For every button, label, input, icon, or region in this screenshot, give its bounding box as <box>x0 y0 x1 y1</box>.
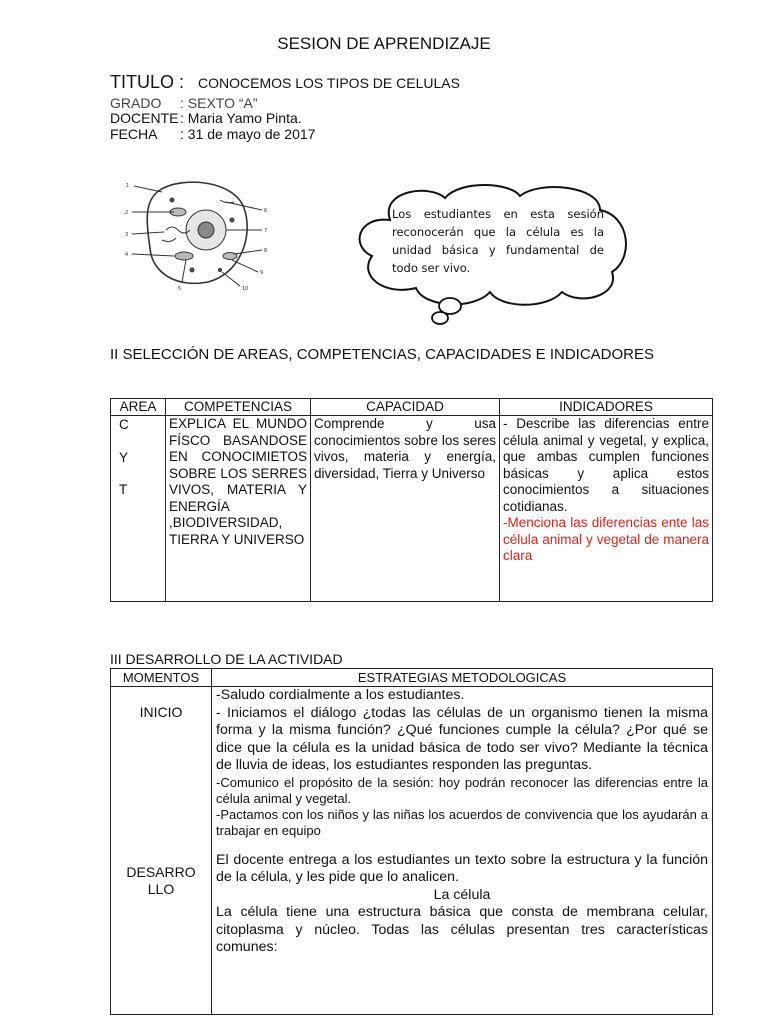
animal-cell-diagram <box>122 170 272 296</box>
grado-row <box>110 95 258 111</box>
grado-value: : SEXTO “A” <box>180 95 258 111</box>
diagram-label: 7 <box>264 228 268 234</box>
docente-label: DOCENTE <box>110 110 179 126</box>
docente-row <box>110 110 302 126</box>
titulo-label: TITULO : <box>110 72 185 92</box>
area-letter: Y <box>119 449 129 465</box>
table-row <box>111 687 713 1015</box>
inicio-text-4: -Pactamos con los niños y las niñas los acuerdos de convivencia que los ayudarán a trabajar en equipo <box>216 806 708 838</box>
table-header-row <box>111 669 713 687</box>
momentos-cell <box>111 687 212 1015</box>
capacidad-cell: Comprende y usa conocimientos sobre los seres vivos, materia y energía, diversidad, Tierra y Universo <box>311 416 500 602</box>
table-header-row <box>111 399 713 416</box>
estrategias-cell <box>212 687 713 1015</box>
section-2-title: II SELECCIÓN DE AREAS, COMPETENCIAS, CAPACIDADES E INDICADORES <box>110 346 655 363</box>
inicio-text-1: -Saludo cordialmente a los estudiantes. <box>216 687 465 703</box>
fecha-value: : 31 de mayo de 2017 <box>180 126 316 142</box>
area-letter: T <box>119 482 128 497</box>
diagram-label: 4 <box>125 252 129 258</box>
desarrollo-label-1: DESARRO <box>126 864 196 880</box>
header-momentos: MOMENTOS <box>111 669 212 687</box>
header-area: AREA <box>111 399 166 416</box>
diagram-label: 2 <box>125 210 129 216</box>
desarrollo-text-2: La célula tiene una estructura básica que consta de membrana celular, citoplasma y núcleo. Todas las células presentan tres características comunes: <box>216 904 708 955</box>
desarrollo-text-1: El docente entrega a los estudiantes un texto sobre la estructura y la función de la célula, y les pide que lo analicen. <box>216 851 708 885</box>
titulo-row <box>110 72 460 93</box>
diagram-label: 8 <box>264 248 268 254</box>
desarrollo-label-2: LLO <box>147 881 175 897</box>
grado-label: GRADO <box>110 95 162 111</box>
diagram-label: 6 <box>264 208 268 214</box>
indicadores-cell <box>500 416 713 602</box>
bubble-text: Los estudiantes en esta sesión reconocerán que la célula es la unidad básica y fundamental de todo ser vivo. <box>392 207 604 275</box>
fecha-label: FECHA <box>110 126 158 142</box>
area-cell <box>111 416 166 602</box>
competencia-cell: EXPLICA EL MUNDO FÍSCO BASANDOSE EN CONOCIMIETOS SOBRE LOS SERRES VIVOS, MATERIA Y ENERGÍA ,BIODIVERSIDAD, TIERRA Y UNIVERSO <box>166 416 311 602</box>
desarrollo-heading: La célula <box>433 886 491 903</box>
diagram-label: 1 <box>126 183 130 189</box>
inicio-label: INICIO <box>139 704 183 720</box>
desarrollo-label <box>112 864 210 898</box>
docente-value: : Maria Yamo Pinta. <box>180 110 302 126</box>
fecha-row <box>110 126 315 142</box>
indicador-1: - Describe las diferencias entre célula animal y vegetal, y explica, que ambas cumplen funciones básicas y aplica estos conocimientos a situaciones cotidianas. <box>503 416 709 514</box>
page-title: SESION DE APRENDIZAJE <box>277 34 491 53</box>
header-indicadores: INDICADORES <box>500 399 713 416</box>
titulo-value: CONOCEMOS LOS TIPOS DE CELULAS <box>198 75 460 91</box>
diagram-label: 3 <box>125 232 129 238</box>
section-3-title: III DESARROLLO DE LA ACTIVIDAD <box>110 651 343 667</box>
inicio-text-2: - Iniciamos el diálogo ¿todas las células de un organismo tienen la misma forma y la misma función? ¿Qué funciones cumple la célula? ¿Por qué se dice que la célula es la unidad básica de todo ser vivo? Mediante la técnica de lluvia de ideas, los estudiantes responden las preguntas. <box>216 704 708 773</box>
inicio-text-3: -Comunico el propósito de la sesión: hoy podrán reconocer las diferencias entre la célula animal y vegetal. <box>216 774 708 806</box>
activity-table <box>110 668 713 1015</box>
diagram-label: 10 <box>242 286 249 292</box>
competencies-table <box>110 398 713 602</box>
header-capacidad: CAPACIDAD <box>311 399 500 416</box>
header-estrategias: ESTRATEGIAS METODOLOGICAS <box>212 669 713 687</box>
indicador-2: -Menciona las diferencias ente las célula animal y vegetal de manera clara <box>503 515 709 563</box>
area-letter: C <box>119 417 129 432</box>
table-row <box>111 416 713 602</box>
diagram-label: 5 <box>178 286 182 292</box>
diagram-label: 9 <box>260 270 264 276</box>
header-competencias: COMPETENCIAS <box>166 399 311 416</box>
